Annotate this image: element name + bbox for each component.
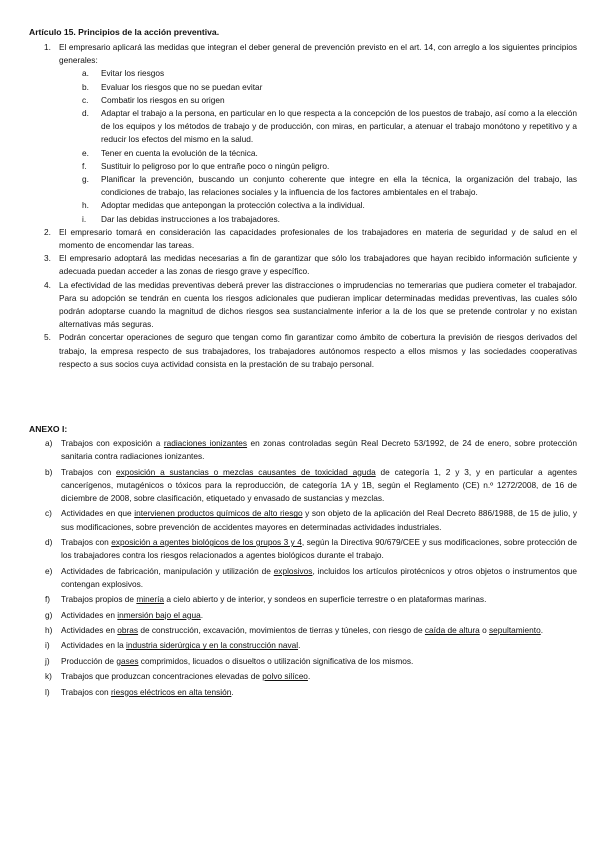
annex-item-letter: e): [45, 565, 53, 576]
annex-text-run: en zonas controladas según Real Decreto 53/1992, de 24 de enero, sobre protección sanitaria contra radiaciones ionizantes.: [61, 438, 577, 462]
annex-item-letter: a): [45, 438, 53, 448]
annex-text-run: Producción de: [61, 655, 117, 666]
annex-text-run: o: [479, 624, 490, 635]
article-subitem-list: [29, 67, 577, 225]
annex-item-text: [61, 537, 577, 560]
annex-text-run: Actividades en: [61, 624, 118, 635]
article-subitem: [59, 107, 577, 147]
article-item-number: 1.: [44, 42, 51, 52]
underlined-term: explosivos: [273, 565, 313, 576]
underlined-term: gases: [116, 655, 139, 666]
article-subitem-text: Planificar la prevención, buscando un conjunto coherente que integre en ella la técnica, la organización del trabajo, las condiciones de trabajo, las relaciones sociales y la influencia de los factores ambientales en el trabajo.: [101, 174, 577, 198]
underlined-term: minería: [136, 594, 165, 605]
annex-item-text: [61, 467, 577, 503]
annex-text-run: Trabajos con: [61, 536, 112, 547]
annex-item: [29, 655, 577, 668]
annex-item: [29, 686, 577, 699]
annex-item: [29, 466, 577, 506]
article-subitem-text: Adoptar medidas que antepongan la protección colectiva a la individual.: [101, 200, 365, 211]
article-subitem-letter: i.: [82, 213, 87, 224]
article-subitem-letter: c.: [82, 94, 89, 105]
annex-text-run: , según la Directiva 90/679/CEE y sus modificaciones, sobre protección de los trabajadores contra los riesgos relacionados a agentes biológicos durante el trabajo.: [61, 536, 577, 561]
underlined-term: sepultamiento: [489, 624, 541, 635]
annex-text-run: Actividades de fabricación, manipulación y utilización de: [61, 565, 274, 576]
annex-text-run: Trabajos con: [61, 466, 117, 477]
article-item-text: El empresario tomará en consideración las capacidades profesionales de los trabajadores en materia de seguridad y de salud en el momento de encomendar las tareas.: [59, 226, 577, 251]
annex-item-letter: k): [45, 671, 52, 682]
annex-item: [29, 536, 577, 562]
article-subitem-text: Dar las debidas instrucciones a los trabajadores.: [101, 213, 280, 224]
article-item: [29, 331, 577, 371]
article-item-text: La efectividad de las medidas preventivas deberá prever las distracciones o imprudencias no temerarias que pudiera cometer el trabajador. Para su adopción se tendrán en cuenta los riesgos adicionales que pudieran implicar determinadas medidas preventivas, las cuales sólo podrán adoptarse cuando la magnitud de dichos riesgos sea sustancialmente inferior a la de los que se pretende controlar y no existan alternativas más seguras.: [59, 279, 577, 330]
article-subitem-text: Evitar los riesgos: [101, 68, 165, 79]
article-subitem-text: Sustituir lo peligroso por lo que entrañe poco o ningún peligro.: [101, 160, 330, 171]
annex-item-letter: c): [45, 508, 52, 519]
annex-item-text: [61, 438, 577, 461]
underlined-term: polvo silíceo: [262, 671, 308, 682]
underlined-term: exposición a agentes biológicos de los grupos 3 y 4: [111, 536, 302, 547]
annex-item-text: [61, 566, 577, 589]
annex-text-run: Actividades en que: [61, 508, 135, 519]
annex-title: ANEXO I:: [29, 424, 68, 434]
article-subitem-letter: b.: [82, 81, 89, 92]
annex-text-run: Trabajos propios de: [61, 594, 137, 605]
article-subitem-letter: a.: [82, 68, 89, 79]
article-subitem: [59, 147, 577, 160]
article-item-number: 4.: [44, 279, 51, 290]
annex-item-letter: h): [45, 624, 53, 635]
article-item-text: Podrán concertar operaciones de seguro que tengan como fin garantizar como ámbito de cobertura la previsión de riesgos derivados del trabajo, la empresa respecto de sus trabajadores, los trabajadores autónomos respecto a ellos mismos y las sociedades cooperativas respecto a sus socios cuya actividad consista en la prestación de su trabajo personal.: [59, 332, 577, 369]
annex-item-letter: f): [45, 594, 51, 605]
annex-text-run: .: [298, 640, 301, 651]
article-item: [29, 252, 577, 278]
annex-item: [29, 507, 577, 533]
annex-text-run: Trabajos con exposición a: [61, 438, 164, 448]
article-subitem: [59, 213, 577, 226]
article-item-text: El empresario aplicará las medidas que integran el deber general de prevención previsto en el art. 14, con arreglo a los siguientes principios generales:: [59, 42, 577, 66]
annex-text-run: comprimidos, licuados o disueltos o utilización significativa de los mismos.: [138, 655, 414, 666]
annex-item: [29, 624, 577, 637]
annex-item: [29, 437, 577, 463]
annex-text-run: .: [231, 686, 234, 697]
annex-item-letter: g): [45, 609, 53, 620]
article-item-number: 3.: [44, 253, 51, 264]
annex-item-letter: j): [45, 655, 50, 666]
annex-item: [29, 670, 577, 683]
annex-item-text: [61, 610, 203, 620]
annex-text-run: .: [200, 609, 204, 620]
annex-item-letter: d): [45, 536, 53, 547]
annex-text-run: Trabajos que produzcan concentraciones elevadas de: [61, 671, 263, 682]
annex-item-text: [61, 640, 300, 650]
annex-text-run: .: [307, 671, 311, 682]
annex-text-run: a cielo abierto y de interior, y sondeos en superficie terrestre o en plataformas marinas.: [164, 594, 487, 605]
annex-text-run: , incluidos los artículos pirotécnicos y otros objetos o instrumentos que contengan explosivos.: [61, 565, 577, 589]
article-item-text: El empresario adoptará las medidas necesarias a fin de garantizar que sólo los trabajadores que hayan recibido información suficiente y adecuada puedan acceder a las zonas de riesgo grave y específico.: [59, 253, 577, 277]
annex-text-run: y son objeto de la aplicación del Real Decreto 886/1988, de 15 de julio, y sus modificaciones, sobre prevención de accidentes mayores en determinadas actividades industriales.: [61, 508, 577, 532]
article-subitem-letter: f.: [82, 160, 87, 171]
article-subitem: [59, 67, 577, 80]
annex-item-text: [61, 687, 234, 697]
annex-item-text: [61, 656, 413, 666]
underlined-term: caída de altura: [424, 624, 480, 635]
underlined-term: obras: [117, 624, 139, 635]
article-subitem: [59, 160, 577, 173]
article-subitem: [59, 173, 577, 199]
annex-item-letter: l): [45, 686, 50, 697]
annex-text-run: Actividades en: [61, 609, 118, 620]
annex-item-text: [61, 671, 310, 681]
article-subitem: [59, 199, 577, 212]
article-subitem-letter: d.: [82, 108, 89, 119]
article-subitem-letter: g.: [82, 174, 89, 185]
annex-item-text: [61, 625, 543, 635]
underlined-term: riesgos eléctricos en alta tensión: [110, 686, 232, 697]
article-subitem-text: Evaluar los riesgos que no se puedan evitar: [101, 81, 263, 92]
article-item: [29, 226, 577, 252]
annex-text-run: de construcción, excavación, movimientos de tierras y túneles, con riesgo de: [138, 624, 425, 635]
annex-item: [29, 609, 577, 622]
underlined-term: intervienen productos químicos de alto riesgo: [134, 508, 303, 519]
underlined-term: exposición a sustancias o mezclas causantes de toxicidad aguda: [116, 466, 376, 477]
underlined-term: inmersión bajo el agua: [117, 609, 201, 620]
article-item: [29, 279, 577, 332]
annex-item-text: [61, 594, 486, 604]
article-item-number: 2.: [44, 226, 51, 237]
article-title: Artículo 15. Principios de la acción preventiva.: [29, 27, 220, 37]
annex-list: [29, 437, 577, 701]
annex-text-run: de categoría 1, 2 y 3, y en particular a agentes cancerígenos, mutagénicos o tóxicos para la reproducción, de categoría 1A y 1B, según el Reglamento (CE) n.º 1272/2008, de 16 de diciembre de 2008, sobre clasificación, etiquetado y envasado de sustancias y mezclas.: [61, 466, 577, 503]
annex-item-letter: b): [45, 466, 53, 477]
article-item: [29, 41, 577, 67]
annex-item-letter: i): [45, 640, 50, 651]
underlined-term: radiaciones ionizantes: [163, 438, 248, 448]
annex-item: [29, 565, 577, 591]
article-subitem-text: Tener en cuenta la evolución de la técnica.: [101, 147, 258, 158]
annex-item: [29, 639, 577, 652]
annex-item-text: [61, 508, 577, 531]
article-item-number: 5.: [44, 332, 51, 343]
annex-text-run: .: [540, 624, 544, 635]
article-subitem-letter: h.: [82, 200, 89, 211]
annex-item: [29, 593, 577, 606]
article-list: [29, 41, 577, 371]
annex-text-run: Trabajos con: [61, 686, 111, 697]
article-subitem: [59, 81, 577, 94]
article-subitem: [59, 94, 577, 107]
article-subitem-text: Combatir los riesgos en su origen: [101, 94, 225, 105]
article-subitem-text: Adaptar el trabajo a la persona, en particular en lo que respecta a la concepción de los puestos de trabajo, así como a la elección de los equipos y los métodos de trabajo y de producción, con miras, en particular, a atenuar el trabajo monótono y repetitivo y a reducir los efectos del mismo en la salud.: [101, 108, 577, 145]
underlined-term: industria siderúrgica y en la construcción naval: [126, 640, 299, 651]
article-subitem-letter: e.: [82, 147, 89, 158]
annex-text-run: Actividades en la: [61, 640, 127, 651]
